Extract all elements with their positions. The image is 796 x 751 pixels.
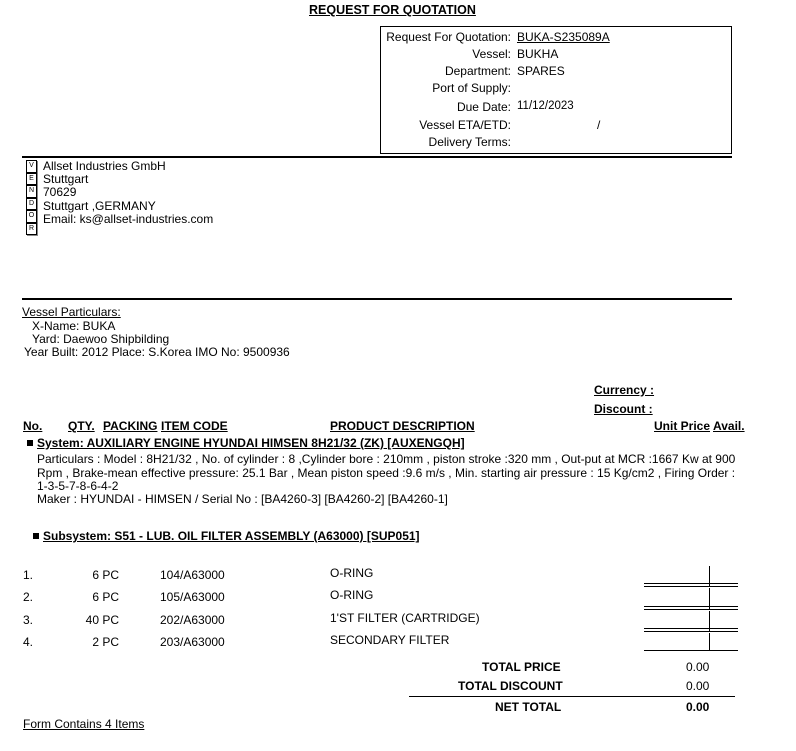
bullet-icon	[27, 440, 33, 446]
vessel-yard: Yard: Daewoo Shipbilding	[32, 332, 170, 346]
vendor-address	[43, 160, 213, 226]
header-label: Vessel:	[472, 47, 511, 61]
item-no: 4.	[23, 635, 34, 649]
item-description: O-RING	[330, 566, 374, 580]
header-label: Delivery Terms:	[428, 135, 511, 149]
item-description: SECONDARY FILTER	[330, 633, 450, 647]
system-particulars-1: Particulars : Model : 8H21/32 , No. of cylinder : 8 ,Cylinder bore : 210mm , piston stroke :320 mm , Out-put at MCR :1667 Kw at 900	[37, 452, 736, 466]
item-qty: 40 PC	[85, 613, 119, 627]
due-date-value: 11/12/2023	[517, 100, 574, 112]
rfq-header-box	[380, 26, 732, 154]
currency-label: Currency :	[594, 383, 655, 397]
price-line	[644, 583, 738, 584]
total-price-label: TOTAL PRICE	[482, 660, 561, 674]
price-line	[709, 566, 710, 586]
vendor-letter: O	[26, 210, 37, 223]
header-row-delivery	[381, 135, 731, 151]
header-divider	[22, 156, 732, 158]
system-particulars-3: 1-3-5-7-8-6-4-2	[37, 479, 119, 493]
vendor-letter: D	[26, 198, 37, 211]
item-description: O-RING	[330, 588, 374, 602]
vendor-tag	[26, 160, 38, 232]
col-qty: QTY.	[68, 419, 95, 433]
total-discount-label: TOTAL DISCOUNT	[458, 679, 563, 693]
footer-item-count: Form Contains 4 Items	[23, 717, 145, 731]
net-total-divider	[409, 696, 735, 697]
header-row-rfq	[381, 30, 731, 46]
header-row-eta	[381, 118, 731, 134]
col-description: PRODUCT DESCRIPTION	[330, 419, 475, 433]
item-qty: 2 PC	[92, 635, 119, 649]
price-line	[709, 633, 710, 651]
header-label: Vessel ETA/ETD:	[419, 118, 511, 132]
net-total-label: NET TOTAL	[495, 700, 562, 714]
vessel-xname: X-Name: BUKA	[32, 319, 116, 333]
item-code: 105/A63000	[160, 590, 225, 604]
header-label: Department:	[444, 64, 511, 78]
item-code: 202/A63000	[160, 613, 225, 627]
price-line	[709, 611, 710, 631]
price-line	[644, 628, 738, 629]
col-no: No.	[23, 419, 43, 433]
rfq-number[interactable]: BUKA-S235089A	[517, 30, 610, 44]
item-no: 3.	[23, 613, 34, 627]
price-line	[644, 586, 738, 587]
header-row-vessel	[381, 47, 731, 63]
total-price-value: 0.00	[686, 660, 710, 674]
price-line	[709, 588, 710, 609]
col-unit-price: Unit Price	[654, 419, 711, 433]
vessel-built: Year Built: 2012 Place: S.Korea IMO No: 9500936	[24, 345, 290, 359]
price-line	[644, 609, 738, 610]
price-line	[644, 650, 738, 651]
vendor-letter: R	[26, 223, 37, 236]
net-total-value: 0.00	[686, 700, 710, 714]
price-line	[644, 606, 738, 607]
eta-value: /	[597, 118, 601, 132]
vessel-divider	[22, 298, 732, 300]
vendor-email[interactable]: Email: ks@allset-industries.com	[43, 211, 214, 226]
header-label: Port of Supply:	[432, 81, 511, 95]
vendor-city: Stuttgart	[43, 172, 89, 187]
header-row-department	[381, 64, 731, 80]
subsystem-title: Subsystem: S51 - LUB. OIL FILTER ASSEMBLY (A63000) [SUP051]	[43, 529, 420, 543]
price-line	[644, 631, 738, 632]
vessel-value: BUKHA	[517, 47, 559, 61]
discount-label: Discount :	[594, 402, 653, 416]
vendor-zip: 70629	[43, 185, 77, 200]
item-no: 1.	[23, 568, 34, 582]
document-title: REQUEST FOR QUOTATION	[309, 3, 476, 17]
header-label: Due Date:	[456, 100, 511, 114]
vendor-letter: N	[26, 185, 37, 198]
vendor-letter: V	[26, 160, 37, 173]
item-no: 2.	[23, 590, 34, 604]
col-packing: PACKING	[103, 419, 158, 433]
vendor-letter: E	[26, 173, 37, 186]
vendor-name: Allset Industries GmbH	[43, 159, 166, 173]
item-description: 1'ST FILTER (CARTRIDGE)	[330, 611, 480, 625]
col-item-code: ITEM CODE	[161, 419, 228, 433]
item-code: 104/A63000	[160, 568, 225, 582]
department-value: SPARES	[517, 64, 565, 78]
bullet-icon	[33, 533, 39, 539]
vessel-heading: Vessel Particulars:	[22, 305, 121, 319]
header-row-due-date	[381, 100, 731, 116]
system-particulars-2: Rpm , Brake-mean effective pressure: 25.1 Bar , Mean piston speed :9.6 m/s , Min. starting air pressure : 15 Kg/cm2 , Firing Order :	[37, 466, 736, 480]
item-qty: 6 PC	[92, 590, 119, 604]
system-maker: Maker : HYUNDAI - HIMSEN / Serial No : [BA4260-3] [BA4260-2] [BA4260-1]	[37, 492, 448, 506]
system-title: System: AUXILIARY ENGINE HYUNDAI HIMSEN 8H21/32 (ZK) [AUXENGQH]	[37, 436, 465, 450]
header-label: Request For Quotation:	[386, 30, 511, 44]
header-row-port	[381, 81, 731, 97]
item-code: 203/A63000	[160, 635, 225, 649]
total-discount-value: 0.00	[686, 679, 710, 693]
vendor-country: Stuttgart ,GERMANY	[43, 198, 156, 213]
item-qty: 6 PC	[92, 568, 119, 582]
col-avail: Avail.	[713, 419, 745, 433]
